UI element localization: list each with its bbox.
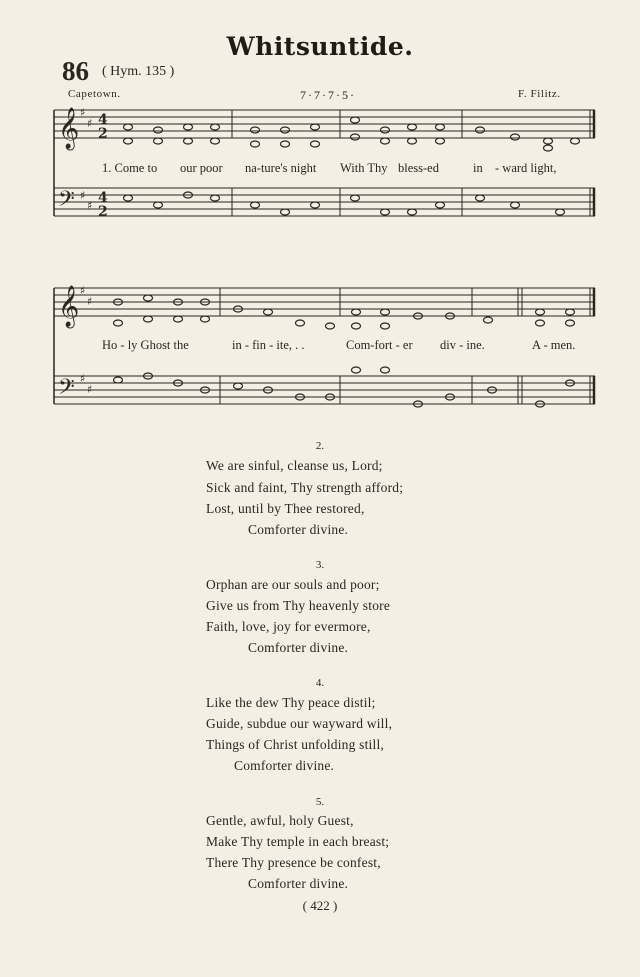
stanza-line: Faith, love, joy for evermore, [206, 619, 371, 634]
treble-clef-icon: 𝄞 [58, 286, 80, 327]
page-number: ( 422 ) [302, 898, 338, 913]
stanza-number: 3. [315, 559, 325, 571]
stanza-line: Comforter divine. [248, 876, 349, 891]
lyric-syllable: na-ture's night [245, 161, 317, 175]
section-title: Whitsuntide. [226, 32, 414, 61]
stanza-line: Things of Christ unfolding still, [206, 737, 384, 752]
lyric-syllable: in - fin - ite, . . [232, 338, 305, 352]
sharp-icon: ♯ [87, 199, 93, 212]
stanza-line: Lost, until by Thee restored, [206, 501, 365, 516]
treble-clef-icon: 𝄞 [58, 108, 80, 149]
lyric-syllable: div - ine. [440, 338, 485, 352]
sharp-icon: ♯ [80, 106, 86, 119]
stanza-line: Gentle, awful, holy Guest, [206, 813, 354, 828]
stanza-line: There Thy presence be confest, [206, 855, 381, 870]
lyric-syllable: - ward light, [495, 161, 557, 175]
lyric-syllable: in [473, 161, 483, 175]
bass-staff-2 [54, 376, 595, 404]
lyric-syllable: Ho - ly Ghost the [102, 338, 189, 352]
lyric-syllable: our poor [180, 161, 223, 175]
sharp-icon: ♯ [80, 189, 86, 202]
stanza-line: Give us from Thy heavenly store [206, 598, 391, 613]
tune-name: Capetown. [68, 88, 121, 100]
sharp-icon: ♯ [80, 284, 86, 297]
stanza-number: 2. [315, 440, 325, 452]
treble-staff-2 [54, 288, 595, 316]
stanza-number: 5. [315, 796, 325, 808]
hymn-reference: ( Hym. 135 ) [102, 64, 175, 79]
sharp-icon: ♯ [87, 295, 93, 308]
lyric-syllable: bless-ed [398, 161, 439, 175]
stanza-number: 4. [315, 677, 325, 689]
time-signature: 2 [98, 126, 108, 142]
stanza-line: Orphan are our souls and poor; [206, 577, 380, 592]
bass-clef-icon: 𝄢 [58, 187, 75, 217]
stanza-line: Like the dew Thy peace distil; [206, 695, 376, 710]
stanza-line: Sick and faint, Thy strength afford; [206, 480, 404, 495]
lyric-syllable: With Thy [340, 161, 388, 175]
time-signature: 4 [98, 112, 108, 128]
lyric-syllable: 1. Come to [102, 161, 158, 175]
composer: F. Filitz. [518, 88, 561, 100]
sharp-icon: ♯ [87, 117, 93, 130]
music-score [0, 0, 640, 420]
lyric-syllable: Com-fort - er [346, 338, 413, 352]
lyric-syllable: A - men. [532, 338, 576, 352]
hymn-number: 86 [62, 56, 89, 86]
stanza-line: Guide, subdue our wayward will, [206, 716, 393, 731]
stanza-line: Make Thy temple in each breast; [206, 834, 390, 849]
stanza-line: Comforter divine. [248, 640, 349, 655]
stanza-line: Comforter divine. [248, 522, 349, 537]
tune-meter: 7·7·7·5· [300, 88, 356, 102]
stanza-line: Comforter divine. [234, 758, 335, 773]
sharp-icon: ♯ [87, 383, 93, 396]
time-signature: 4 [98, 190, 108, 206]
bass-clef-icon: 𝄢 [58, 375, 75, 405]
sharp-icon: ♯ [80, 372, 86, 385]
stanza-line: We are sinful, cleanse us, Lord; [206, 458, 383, 473]
time-signature: 2 [98, 204, 108, 220]
